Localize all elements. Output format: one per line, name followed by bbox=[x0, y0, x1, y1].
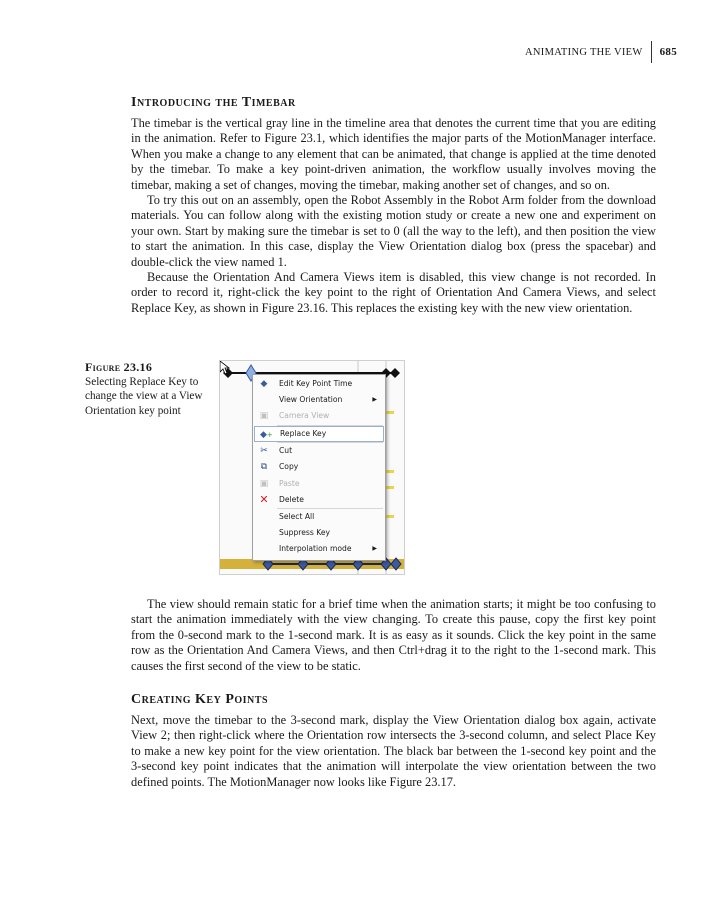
menu-item-view-orientation[interactable] bbox=[253, 392, 385, 408]
section-heading-introducing-timebar: Introducing the Timebar bbox=[131, 95, 296, 110]
section1-body-continued bbox=[131, 597, 656, 674]
timeline-marker bbox=[386, 470, 394, 473]
edit-key-time-icon: ◆ bbox=[260, 379, 268, 389]
page-number: 685 bbox=[659, 46, 677, 58]
paragraph: Next, move the timebar to the 3-second mark, display the View Orientation dialog box again, activate View 2; then right-click where the Orientation row intersects the 3-second column, and select Place Key to make a new key point for the view orientation. The black bar between the 1-second key point and the 3-second key point indicates that the animation will interpolate the view orientation between the two defined points. The MotionManager now looks like Figure 23.17. bbox=[131, 713, 656, 789]
timeline-marker bbox=[386, 486, 394, 489]
section2-body bbox=[131, 713, 656, 790]
key-point-diamond bbox=[390, 368, 400, 378]
running-head bbox=[525, 41, 677, 63]
paragraph: Because the Orientation And Camera Views item is disabled, this view change is not recorded. In order to record it, right-click the key point to the right of Orientation And Camera Views, and select Replace Key, as shown in Figure 23.16. This replaces the existing key with the new view orientation. bbox=[131, 270, 656, 315]
figure-23-16-screenshot bbox=[219, 360, 405, 575]
menu-item-interpolation-mode[interactable] bbox=[253, 541, 385, 557]
menu-item-label: View Orientation bbox=[279, 395, 343, 405]
menu-item-label: Camera View bbox=[279, 411, 330, 421]
menu-item-select-all[interactable] bbox=[253, 509, 385, 525]
paragraph: The view should remain static for a brief time when the animation starts; it might be too confusing to start the animation immediately with the view changing. To create this pause, copy the first key point from the 0-second mark to the 1-second mark. It is as easy as it sounds. Click the key point in the same row as the Orientation And Camera Views, and then Ctrl+drag it to the right to the 1-second mark. This causes the first second of the view to be static. bbox=[131, 597, 656, 673]
menu-item-label: Suppress Key bbox=[279, 528, 330, 538]
context-menu bbox=[252, 374, 386, 561]
timeline-marker bbox=[386, 411, 394, 414]
submenu-arrow-icon: ▶ bbox=[372, 396, 377, 404]
timeline-marker bbox=[386, 515, 394, 518]
menu-item-label: Paste bbox=[279, 478, 300, 488]
menu-item-label: Select All bbox=[279, 511, 315, 521]
section1-body bbox=[131, 116, 656, 316]
menu-item-suppress-key[interactable] bbox=[253, 525, 385, 541]
menu-item-paste bbox=[253, 476, 385, 492]
figure-caption bbox=[85, 360, 215, 418]
menu-item-label: Edit Key Point Time bbox=[279, 379, 353, 388]
menu-item-delete[interactable] bbox=[253, 492, 385, 508]
copy-icon: ⧉ bbox=[260, 462, 268, 473]
scissors-icon: ✂ bbox=[260, 446, 268, 457]
figure-label: Figure 23.16 bbox=[85, 360, 153, 374]
section-heading-creating-key-points: Creating Key Points bbox=[131, 692, 268, 707]
menu-item-camera-view bbox=[253, 408, 385, 424]
menu-item-label: Interpolation mode bbox=[279, 544, 352, 554]
submenu-arrow-icon: ▶ bbox=[372, 545, 377, 553]
menu-item-cut[interactable] bbox=[253, 443, 385, 459]
menu-item-label: Copy bbox=[279, 462, 299, 472]
running-head-title: ANIMATING THE VIEW bbox=[525, 46, 643, 58]
paragraph: To try this out on an assembly, open the Robot Assembly in the Robot Arm folder from the download materials. You can follow along with the existing motion study or create a new one and experiment on your own. Start by making sure the timebar is set to 0 (all the way to the left), and then position the view to start the animation. In this case, display the View Orientation dialog box (press the spacebar) and double-click the view named 1. bbox=[131, 193, 656, 269]
menu-item-copy[interactable] bbox=[253, 459, 385, 475]
menu-item-label: Delete bbox=[279, 494, 304, 504]
camera-icon: ▣ bbox=[259, 411, 269, 422]
menu-item-label: Replace Key bbox=[280, 428, 327, 438]
menu-item-replace-key[interactable] bbox=[254, 426, 384, 443]
mouse-cursor-icon bbox=[220, 361, 230, 375]
delete-x-icon: ✕ bbox=[259, 492, 269, 506]
paragraph: The timebar is the vertical gray line in the timeline area that denotes the current time that you are editing in the animation. Refer to Figure 23.1, which identifies the major parts of the MotionManager interface. When you make a change to any element that can be animated, that change is applied at the time denoted by the timebar. To make a key point-driven animation, the workflow usually involves moving the timebar, making a set of changes, moving the timebar, making another set of changes, and so on. bbox=[131, 116, 656, 192]
figure-caption-text: Selecting Replace Key to change the view at a View Orientation key point bbox=[85, 375, 203, 417]
menu-item-edit-key-point-time[interactable] bbox=[253, 376, 385, 392]
menu-item-label: Cut bbox=[279, 446, 293, 456]
paste-icon: ▣ bbox=[259, 478, 269, 489]
replace-key-icon: ◆+ bbox=[260, 429, 273, 440]
